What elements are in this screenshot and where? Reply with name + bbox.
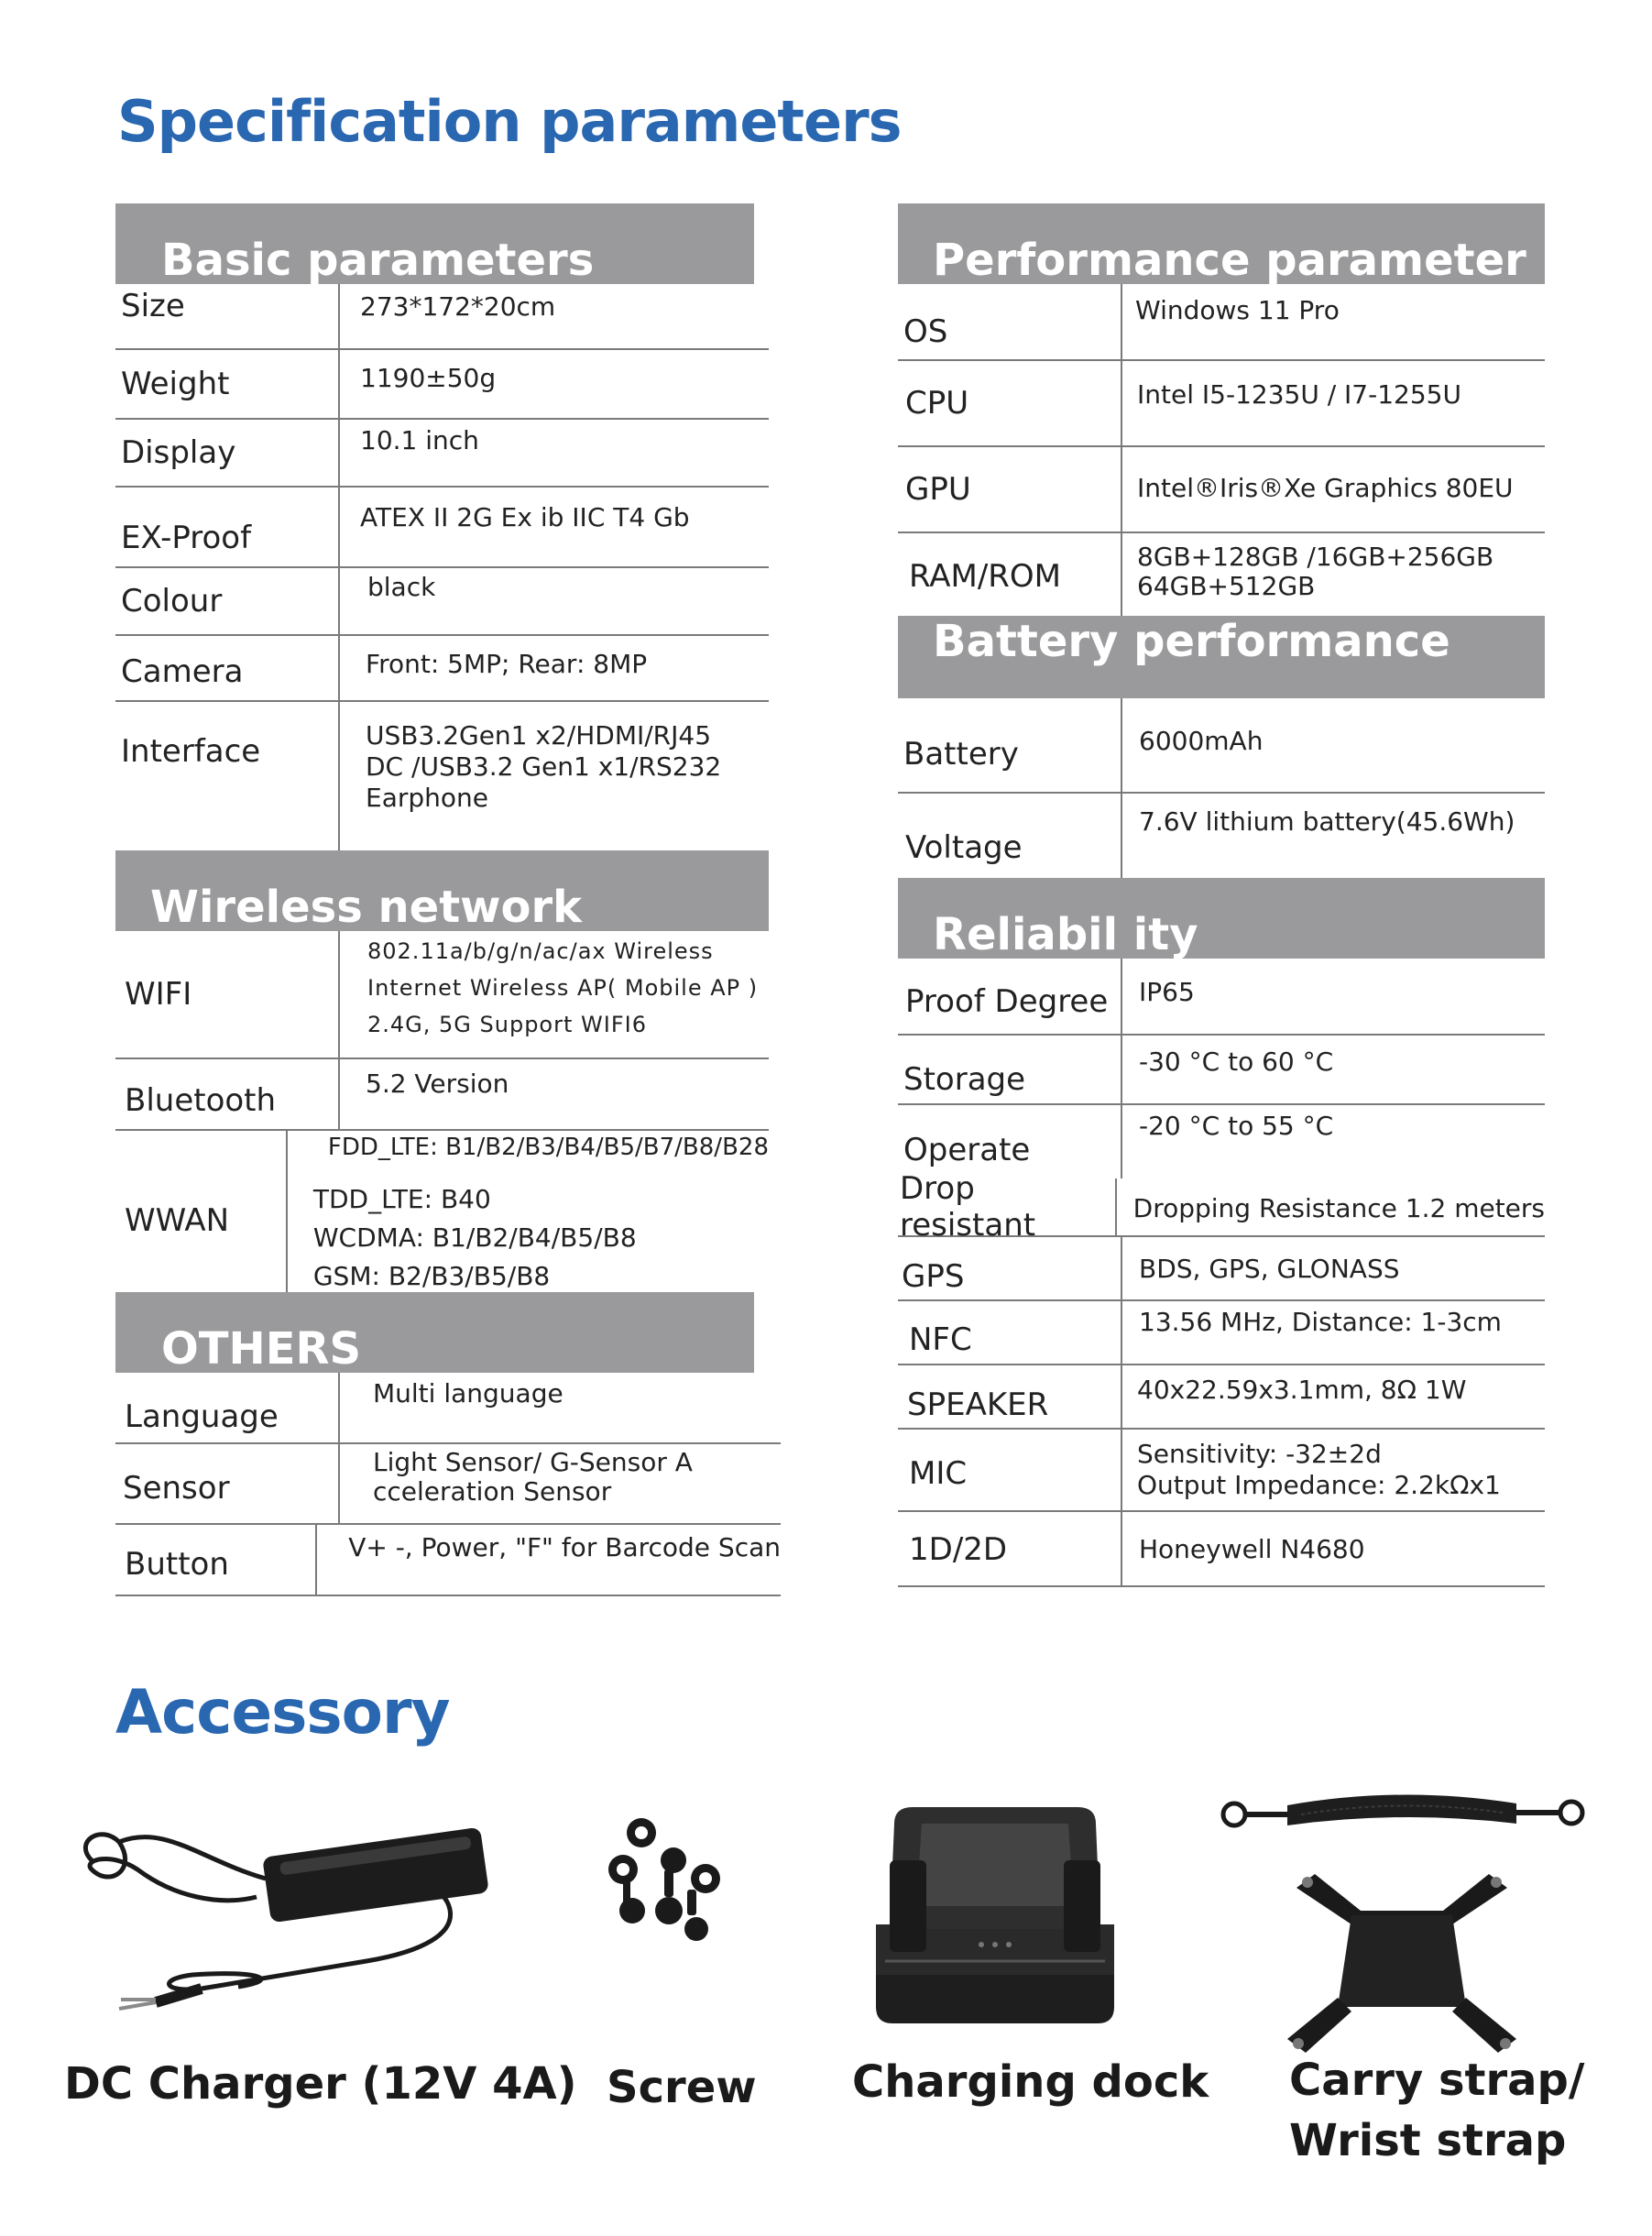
table-row [898,361,1545,447]
section-header-others [115,1292,754,1373]
param-key: CPU [898,361,1122,445]
param-value [1122,533,1545,616]
param-value [1122,698,1545,792]
table-row [115,1373,781,1444]
param-key: EX-Proof [115,488,340,566]
value-line: Honeywell N4680 [1139,1534,1365,1564]
table-row [898,1301,1545,1365]
param-value [288,1131,769,1292]
value-line: 2.4G, 5G Support WIFI6 [367,1012,647,1037]
table-row [115,1059,769,1131]
param-key: NFC [898,1301,1122,1364]
section-title: Performance parameter [933,235,1526,286]
value-line: 1190±50g [360,363,497,393]
value-line: 64GB+512GB [1137,571,1316,601]
param-key: GPU [898,447,1122,532]
value-line: Intel I5-1235U / I7-1255U [1137,379,1461,410]
value-line: 273*172*20cm [360,291,556,322]
param-key: WIFI [115,931,340,1058]
param-value [317,1525,781,1595]
param-key: Storage [898,1036,1122,1103]
value-line: Earphone [366,783,488,813]
value-line: Light Sensor/ G-Sensor A [373,1447,693,1477]
table-row [115,1131,769,1292]
section-title: Wireless network [150,882,583,933]
left-column [115,203,781,1596]
param-key: Proof Degree [898,959,1122,1034]
reliability-table [898,959,1545,1587]
table-row [115,1444,781,1525]
section-header-wireless [115,850,769,931]
value-line: TDD_LTE: B40 [312,1184,491,1214]
value-line: Internet Wireless AP( Mobile AP ) [367,975,759,1001]
value-line: Sensitivity: -32±2d [1137,1439,1382,1469]
param-key: OS [898,284,1122,359]
param-value [340,568,769,634]
table-row [898,1512,1545,1587]
accessory-label: Screw [607,2062,757,2113]
value-line: -20 °C to 55 °C [1139,1111,1334,1141]
value-line: black [367,572,436,602]
value-line: GSM: B2/B3/B5/B8 [312,1261,551,1291]
param-value [340,350,769,418]
param-key: WWAN [115,1131,288,1292]
section-title: Basic parameters [161,235,595,286]
section-header-reliability [898,878,1545,959]
param-value [1122,1365,1545,1428]
table-row [115,931,769,1059]
value-line: cceleration Sensor [373,1476,612,1507]
param-value [340,702,769,850]
value-line: Dropping Resistance 1.2 meters [1132,1193,1545,1223]
table-row [898,1170,1545,1244]
value-line: Intel®Iris®Xe Graphics 80EU [1137,473,1514,503]
value-line: V+ -, Power, "F" for Barcode Scan [348,1532,781,1562]
param-key: GPS [898,1237,1122,1299]
accessory-label: Carry strap/ [1289,2055,1585,2106]
accessory-label: Charging dock [852,2056,1209,2108]
section-header-performance [898,203,1545,284]
value-line: 10.1 inch [360,425,479,455]
param-value [340,636,769,700]
param-key: SPEAKER [898,1365,1122,1428]
value-line: IP65 [1139,977,1195,1007]
param-value [340,488,769,566]
table-row [898,1105,1545,1178]
value-line: Output Impedance: 2.2kΩx1 [1137,1470,1501,1500]
param-value [1122,1301,1545,1364]
dc-charger-icon [55,1805,495,2034]
accessory-label: Wrist strap [1289,2115,1567,2166]
param-value [1122,959,1545,1034]
param-key: RAM/ROM [898,533,1122,616]
param-value [1122,1036,1545,1103]
param-key: Interface [115,702,340,850]
value-line: 40x22.59x3.1mm, 8Ω 1W [1137,1375,1467,1405]
table-row [115,420,769,488]
value-line: 5.2 Version [366,1069,509,1099]
value-line: FDD_LTE: B1/B2/B3/B4/B5/B7/B8/B28 [327,1134,769,1161]
value-line: Front: 5MP; Rear: 8MP [366,649,648,679]
table-row [115,702,769,850]
param-key: Camera [115,636,340,700]
section-header-basic [115,203,754,284]
param-key: Drop resistant [898,1178,1117,1235]
param-value [1122,284,1545,359]
param-key: Voltage [898,794,1122,878]
accessory-title: Accessory [115,1677,450,1748]
param-key: MIC [898,1430,1122,1510]
value-line: DC /USB3.2 Gen1 x1/RS232 [366,751,722,782]
value-line: Windows 11 Pro [1135,295,1340,325]
param-value [340,1444,781,1523]
table-row [898,959,1545,1036]
value-line: 802.11a/b/g/n/ac/ax Wireless [367,938,714,964]
accessory-label: DC Charger (12V 4A) [64,2058,577,2110]
value-line: ATEX II 2G Ex ib IIC T4 Gb [360,502,690,532]
table-row [898,1430,1545,1512]
table-row [898,1237,1545,1301]
param-key: Sensor [115,1444,340,1523]
param-key: Button [115,1525,317,1595]
param-key: Operate [898,1105,1122,1178]
section-title: OTHERS [161,1323,362,1375]
table-row [115,284,769,350]
section-title: Battery performance [933,616,1450,667]
param-key: Battery [898,698,1122,792]
table-row [898,284,1545,361]
right-column [898,203,1545,1587]
accessory-charging-dock [858,1796,1132,2034]
param-key: Colour [115,568,340,634]
others-table [115,1373,781,1596]
param-value [1122,447,1545,532]
section-header-battery [898,616,1545,698]
table-row [898,447,1545,533]
value-line: 8GB+128GB /16GB+256GB [1137,542,1494,572]
section-title: Reliabil ity [933,909,1198,960]
table-row [115,350,769,420]
value-line: WCDMA: B1/B2/B4/B5/B8 [312,1222,637,1253]
value-line: 13.56 MHz, Distance: 1-3cm [1139,1307,1502,1337]
value-line: BDS, GPS, GLONASS [1139,1254,1400,1284]
param-key: 1D/2D [898,1512,1122,1585]
performance-table [898,284,1545,616]
table-row [115,568,769,636]
value-line: -30 °C to 60 °C [1139,1047,1334,1077]
accessory-screw [586,1805,770,1952]
param-key: Size [115,284,340,348]
carry-strap-icon [1214,1787,1590,2053]
param-value [1122,1512,1545,1585]
param-value [1122,794,1545,878]
wireless-table [115,931,775,1292]
param-key: Display [115,420,340,486]
table-row [898,1036,1545,1105]
page-title: Specification parameters [117,88,902,155]
param-key: Language [115,1373,340,1442]
accessory-carry-strap [1214,1787,1590,2053]
param-key: Bluetooth [115,1059,340,1129]
basic-table [115,284,775,850]
table-row [898,533,1545,616]
value-line: 7.6V lithium battery(45.6Wh) [1139,806,1515,837]
value-line: Multi language [373,1378,563,1408]
battery-table [898,698,1545,878]
param-value [340,931,769,1058]
param-value [1122,1430,1545,1510]
table-row [898,794,1545,878]
param-value [340,420,769,486]
table-row [115,636,769,702]
param-value [1122,1237,1545,1299]
accessory-dc-charger [55,1805,495,2034]
screw-icon [586,1805,770,1952]
table-row [115,1525,781,1596]
table-row [898,698,1545,794]
param-value [1122,1105,1545,1178]
table-row [115,488,769,568]
param-value [340,1059,769,1129]
value-line: USB3.2Gen1 x2/HDMI/RJ45 [366,720,712,751]
param-value [1117,1178,1545,1235]
param-value [340,284,769,348]
charging-dock-icon [858,1796,1132,2034]
param-value [1122,361,1545,445]
param-key: Weight [115,350,340,418]
param-value [340,1373,781,1442]
value-line: 6000mAh [1139,726,1264,756]
table-row [898,1365,1545,1430]
